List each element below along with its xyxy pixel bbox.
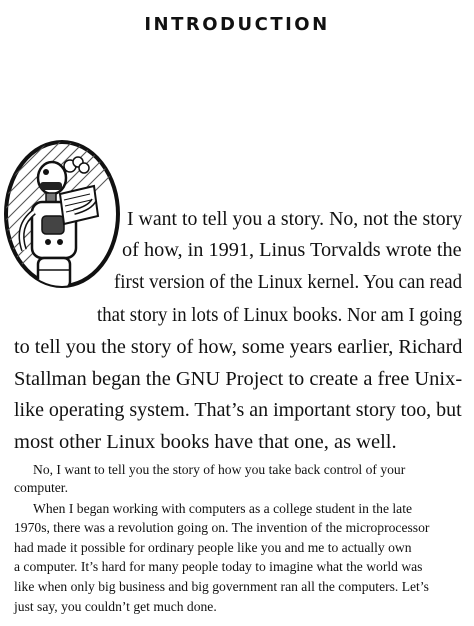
lede-line: that story in lots of Linux books. Nor am I going [97,304,463,326]
paragraph-line: like when only big business and big government ran all the computers. Let’s [14,579,429,594]
paragraph-line: computer. [14,480,68,495]
paragraph-line: No, I want to tell you the story of how you take back control of your [33,462,406,477]
lede-line: most other Linux books have that one, as well. [14,431,397,453]
lede-line: to tell you the story of how, some years earlier, Richard [14,336,463,358]
robot-reading-book-illustration [2,138,124,290]
paragraph-line: had made it possible for ordinary people like you and me to actually own [14,540,412,555]
lede-line: I want to tell you a story. No, not the story [127,208,463,230]
chapter-title: INTRODUCTION [144,14,330,35]
paragraph-line: 1970s, there was a revolution going on. The invention of the microprocessor [14,520,430,535]
paragraph-line: a computer. It’s hard for many people today to imagine what the world was [14,559,423,574]
paragraph-line: just say, you couldn’t get much done. [14,599,217,614]
lede-line: Stallman began the GNU Project to create a free Unix- [14,368,463,390]
paragraph-line: When I began working with computers as a college student in the late [33,501,412,516]
lede-line: first version of the Linux kernel. You can read [114,271,463,293]
lede-line: like operating system. That’s an important story too, but [14,399,462,421]
lede-line: of how, in 1991, Linus Torvalds wrote the [122,239,462,261]
